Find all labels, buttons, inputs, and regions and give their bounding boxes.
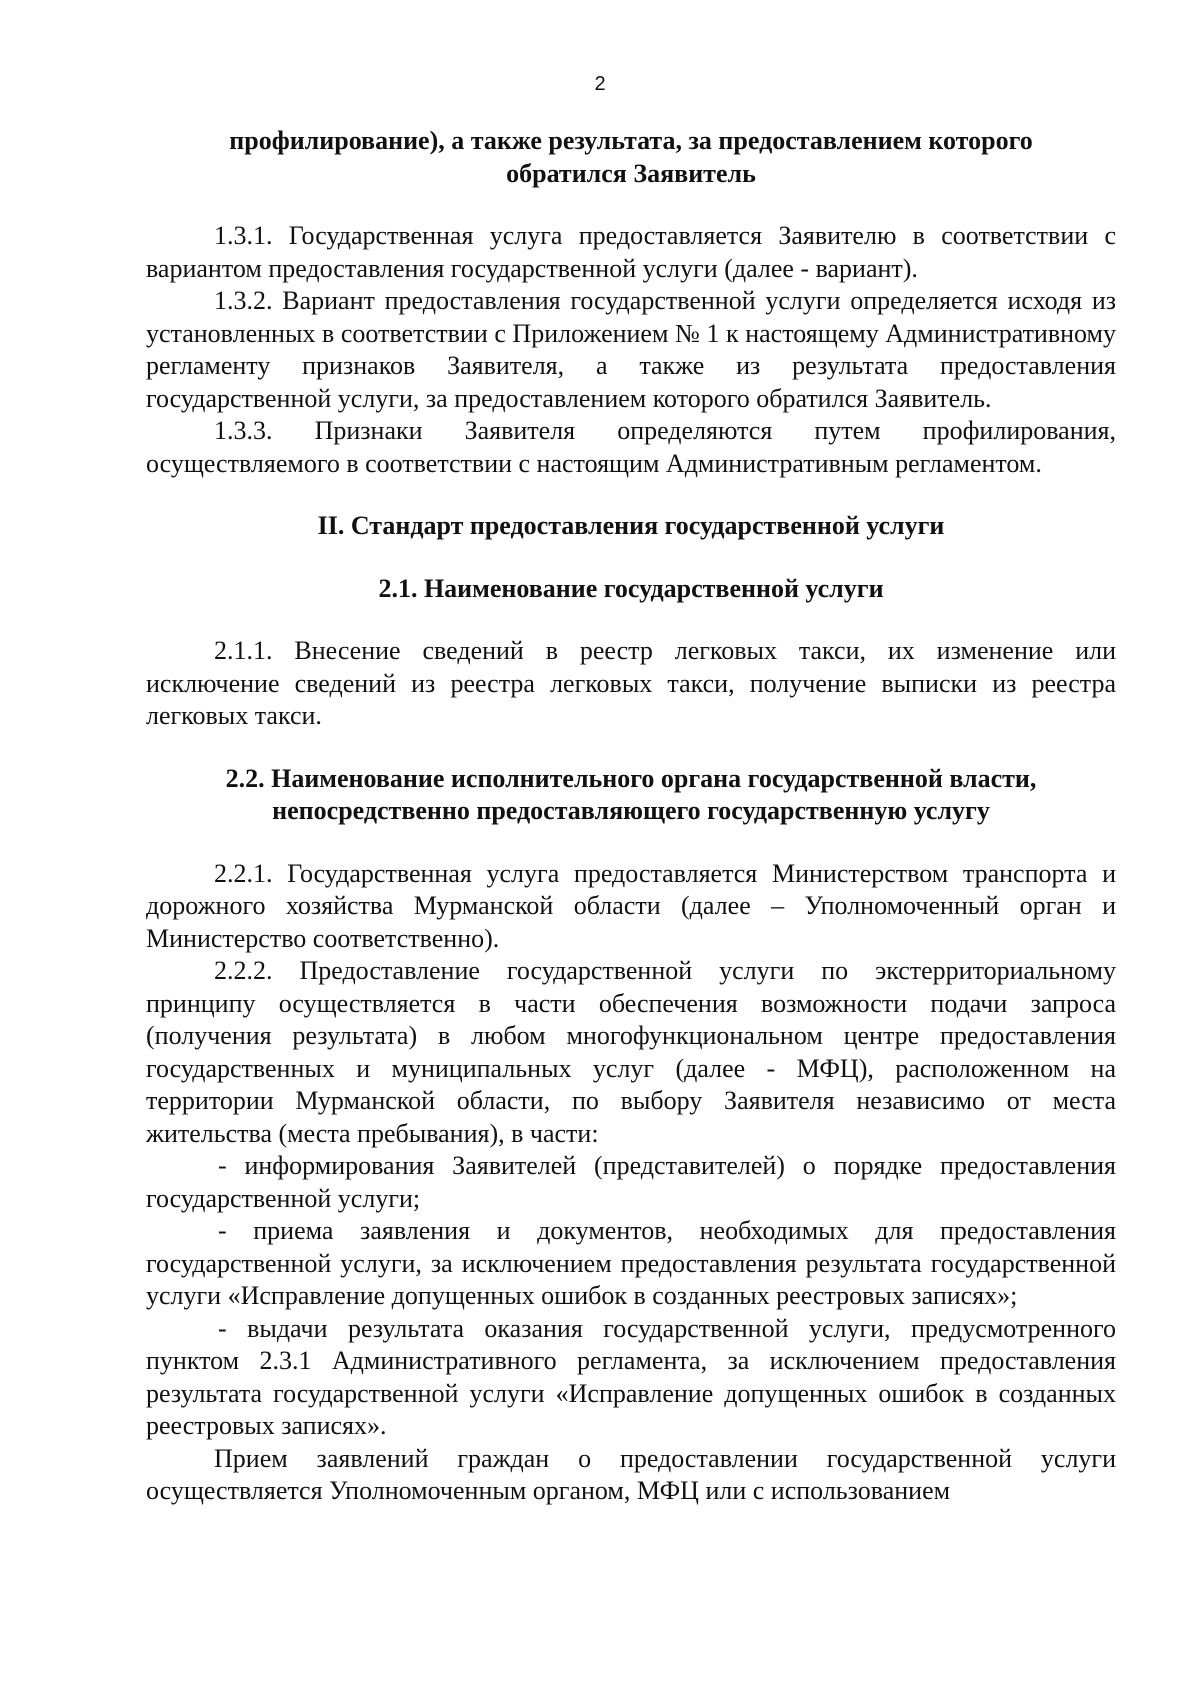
section-2-2-title-line-1: 2.2. Наименование исполнительного органа государственной власти, (225, 763, 1037, 793)
list-item-issuance: - выдачи результата оказания государственной услуги, предусмотренного пунктом 2.3.1 Административного регламента, за исключением предоставления результата государственной услуги «Исправление допущенных ошибок в созданных реестровых записях». (146, 1313, 1116, 1440)
section-2-2-title (146, 763, 1116, 828)
heading-line-1: профилирование), а также результата, за предоставлением которого (229, 126, 1033, 155)
paragraph-2-2-2: 2.2.2. Предоставление государственной услуги по экстерриториальному принципу осуществляется в части обеспечения возможности подачи запроса (получения результата) в любом многофункциональном центре предоставления государственных и муниципальных услуг (далее - МФЦ), расположенном на территории Мурманской области, по выбору Заявителя независимо от места жительства (места пребывания), в части: (146, 956, 1116, 1148)
paragraph-2-1-1: 2.1.1. Внесение сведений в реестр легковых такси, их изменение или исключение сведений из реестра легковых такси, получение выписки из реестра легковых такси. (146, 636, 1116, 730)
list-item-informing: - информирования Заявителей (представителей) о порядке предоставления государственной услуги; (146, 1151, 1116, 1213)
paragraph-reception-of-applications: Прием заявлений граждан о предоставлении государственной услуги осуществляется Уполномоченным органом, МФЦ или с использованием (146, 1443, 1116, 1505)
paragraph-1-3-1: 1.3.1. Государственная услуга предоставляется Заявителю в соответствии с вариантом предоставления государственной услуги (далее - вариант). (146, 221, 1116, 283)
paragraph-2-2-1: 2.2.1. Государственная услуга предоставляется Министерством транспорта и дорожного хозяйства Мурманской области (далее – Уполномоченный орган и Министерство соответственно). (146, 858, 1116, 953)
paragraph-1-3-2: 1.3.2. Вариант предоставления государственной услуги определяется исходя из установленных в соответствии с Приложением № 1 к настоящему Административному регламенту признаков Заявителя, а также из результата предоставления государственной услуги, за предоставлением которого обратился Заявитель. (146, 286, 1116, 413)
heading-line-2: обратился Заявитель (506, 158, 756, 188)
page-number: 2 (594, 73, 606, 95)
list-item-reception: - приема заявления и документов, необходимых для предоставления государственной услуги, за исключением предоставления результата государственной услуги «Исправление допущенных ошибок в созданных реестровых записях»; (146, 1216, 1116, 1310)
document-body (146, 125, 1116, 1508)
paragraph-1-3-3: 1.3.3. Признаки Заявителя определяются путем профилирования, осуществляемого в соответствии с настоящим Административным регламентом. (146, 416, 1116, 478)
section-2-1-title: 2.1. Наименование государственной услуги (378, 573, 884, 603)
section-2-2-title-line-2: непосредственно предоставляющего государственную услугу (272, 796, 990, 825)
section-heading-continuation (146, 125, 1116, 190)
section-2-title: II. Стандарт предоставления государственной услуги (317, 511, 945, 540)
